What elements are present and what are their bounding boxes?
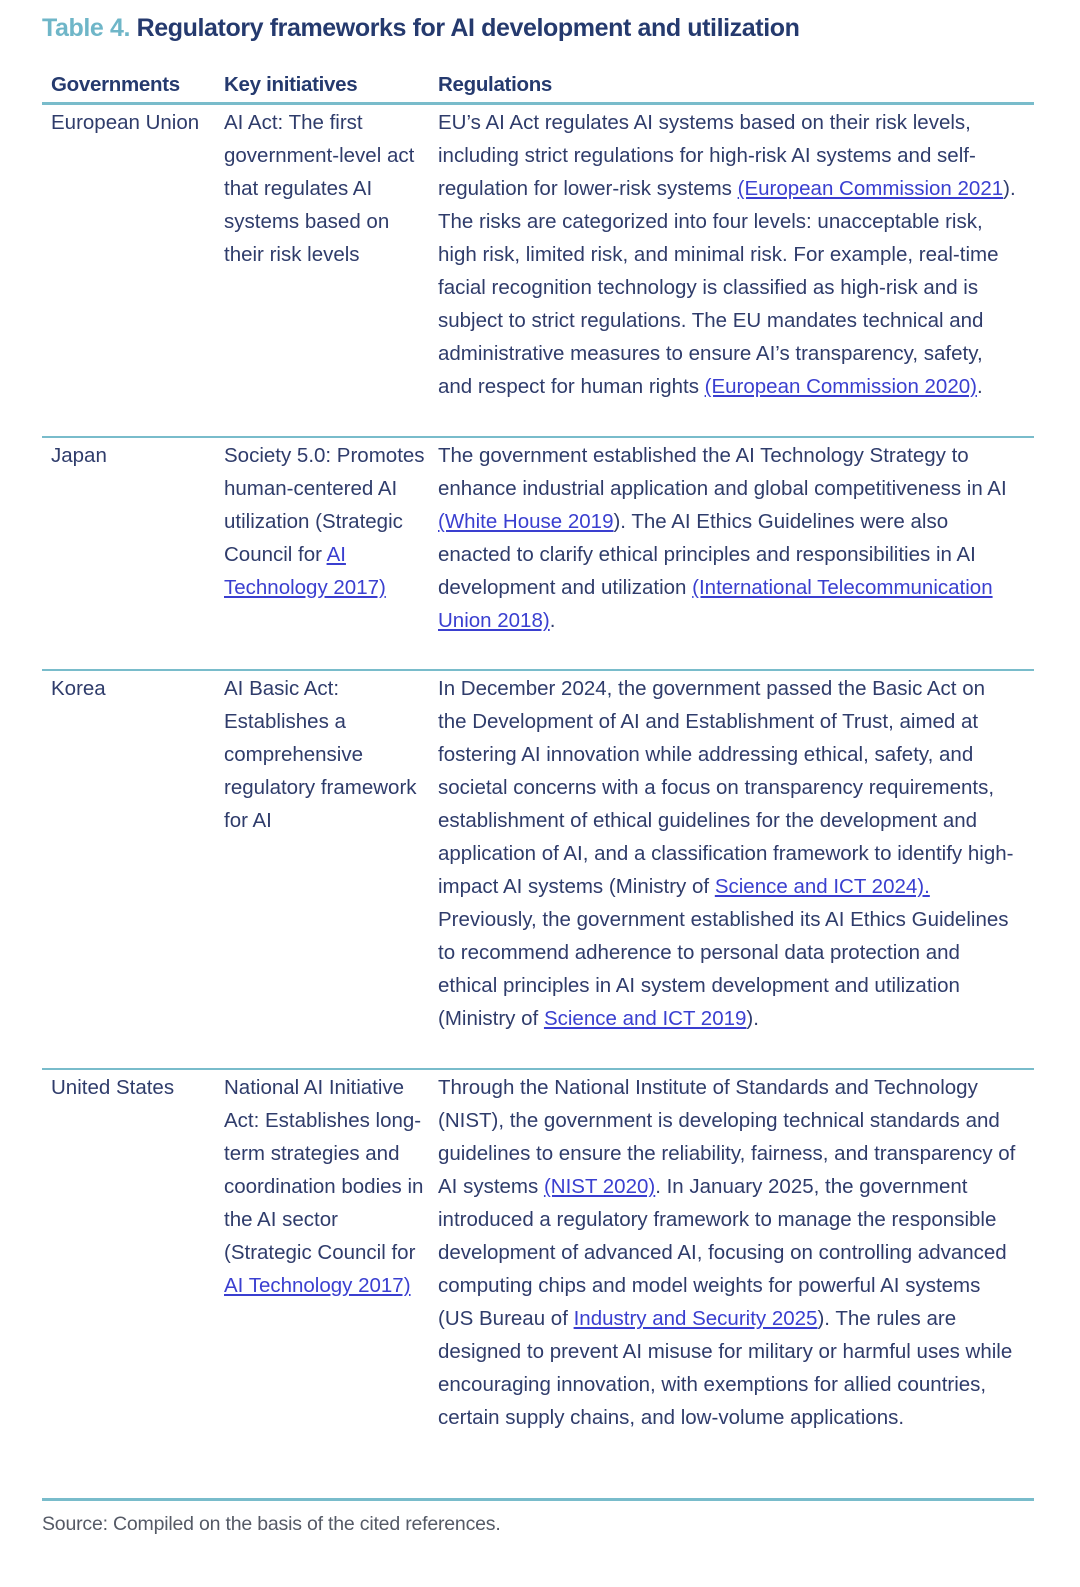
cell-government: Japan <box>42 437 215 670</box>
cell-regulations <box>428 104 1034 438</box>
header-governments: Governments <box>42 70 215 104</box>
table-header-row <box>42 70 1034 104</box>
source-note: Source: Compiled on the basis of the cited references. <box>42 1513 501 1535</box>
regulation-text: The government established the AI Technology Strategy to enhance industrial application and global competitiveness in AI <box>438 444 1007 500</box>
regulation-text: Previously, the government established its AI Ethics Guidelines to recommend adherence to personal data protection and ethical principles in AI system development and utilization (Ministry of <box>438 908 1009 1030</box>
table-row <box>42 1069 1034 1500</box>
cell-government: United States <box>42 1069 215 1500</box>
table-row <box>42 104 1034 438</box>
cell-regulations <box>428 437 1034 670</box>
cell-initiative <box>215 670 428 1069</box>
initiative-text: AI Basic Act: Establishes a comprehensive regulatory framework for AI <box>224 677 417 832</box>
citation-link[interactable]: (European Commission 2020) <box>704 375 977 398</box>
citation-link[interactable]: Industry and Security 2025 <box>573 1307 818 1330</box>
regulation-text: Through the National Institute of Standards and Technology (NIST), the government is developing technical standards and guidelines to ensure the reliability, fairness, and transparency of AI systems <box>438 1076 1016 1198</box>
regulation-text: . <box>549 609 556 632</box>
regulation-text: ). <box>746 1007 759 1030</box>
initiative-text: AI Act: The first government-level act that regulates AI systems based on their risk levels <box>224 111 415 266</box>
header-key-initiatives: Key initiatives <box>215 70 428 104</box>
regulation-text: EU’s AI Act regulates AI systems based on their risk levels, including strict regulations for high-risk AI systems and self-regulation for lower-risk systems <box>438 111 976 200</box>
citation-link[interactable]: Science and ICT 2024). <box>714 875 930 898</box>
citation-link[interactable]: (White House 2019 <box>438 510 614 533</box>
regulatory-frameworks-table <box>42 70 1034 1501</box>
table-row <box>42 437 1034 670</box>
citation-link[interactable]: (European Commission 2021 <box>737 177 1004 200</box>
cell-initiative <box>215 1069 428 1500</box>
regulation-text: ). The AI Ethics Guidelines were also enacted to clarify ethical principles and responsibilities in AI development and utilization <box>438 510 976 599</box>
table-row <box>42 670 1034 1069</box>
regulation-text: ). The risks are categorized into four levels: unacceptable risk, high risk, limited risk, and minimal risk. For example, real-time facial recognition technology is classified as high-risk and is subject to strict regulations. The EU mandates technical and administrative measures to ensure AI’s transparency, safety, and respect for human rights <box>438 177 1016 398</box>
citation-link[interactable]: AI Technology 2017) <box>224 543 386 599</box>
cell-initiative <box>215 437 428 670</box>
regulation-text: In December 2024, the government passed the Basic Act on the Development of AI and Establishment of Trust, aimed at fostering AI innovation while addressing ethical, safety, and societal concerns with a focus on transparency requirements, establishment of ethical guidelines for the development and application of AI, and a classification framework to identify high-impact AI systems (Ministry of <box>438 677 1014 898</box>
regulation-text: . <box>976 375 983 398</box>
citation-link[interactable]: AI Technology 2017) <box>224 1274 411 1297</box>
cell-regulations <box>428 1069 1034 1500</box>
document-page <box>42 10 1034 1536</box>
initiative-text: Society 5.0: Promotes human-centered AI utilization (Strategic Council for <box>224 444 425 566</box>
citation-link[interactable]: (NIST 2020) <box>543 1175 656 1198</box>
header-regulations: Regulations <box>428 70 1034 104</box>
cell-government: European Union <box>42 104 215 438</box>
regulation-text: . In January 2025, the government introduced a regulatory framework to manage the responsible development of advanced AI, focusing on controlling advanced computing chips and model weights for powerful AI systems (US Bureau of <box>438 1175 1007 1330</box>
cell-government: Korea <box>42 670 215 1069</box>
table-title <box>42 10 1034 46</box>
citation-link[interactable]: (International Telecommunication Union 2018) <box>438 576 993 632</box>
initiative-text: National AI Initiative Act: Establishes long-term strategies and coordination bodies in the AI sector (Strategic Council for <box>224 1076 424 1264</box>
citation-link[interactable]: Science and ICT 2019 <box>543 1007 747 1030</box>
cell-initiative <box>215 104 428 438</box>
regulation-text: ). The rules are designed to prevent AI misuse for military or harmful uses while encouraging innovation, with exemptions for allied countries, certain supply chains, and low-volume applications. <box>438 1307 1013 1429</box>
table-number-label: Table 4. <box>42 14 131 42</box>
cell-regulations <box>428 670 1034 1069</box>
table-title-text: Regulatory frameworks for AI development and utilization <box>130 14 800 42</box>
